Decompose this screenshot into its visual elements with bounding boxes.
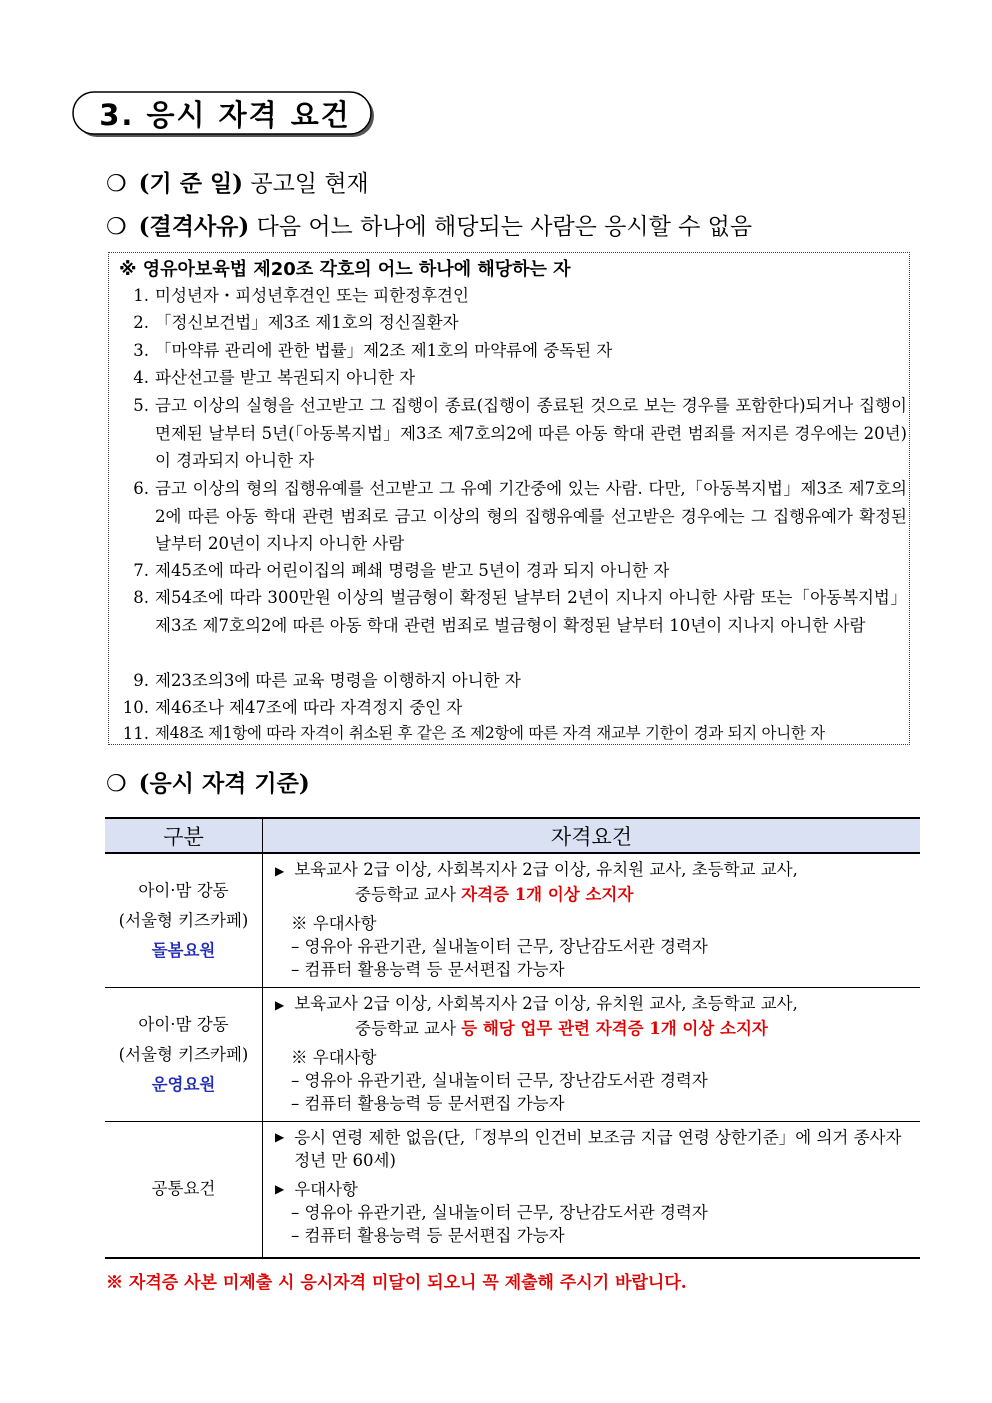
category-sub: (서울형 키즈카페) — [118, 1044, 249, 1064]
triangle-bullet-icon: ▶ — [275, 998, 285, 1012]
table-row — [105, 1122, 920, 1258]
section-title: 3. 응시 자격 요건 — [99, 98, 351, 132]
triangle-bullet-icon: ▶ — [275, 1130, 285, 1144]
preference-item: – 영유아 유관기관, 실내놀이터 근무, 장난감도서관 경력자 — [291, 1203, 708, 1222]
category-cell — [105, 853, 263, 988]
criteria-label: (응시 자격 기준) — [138, 770, 310, 797]
highlight-text: 등 해당 업무 관련 자격증 1개 이상 소지자 — [461, 1019, 768, 1038]
disqualification-heading: ※ 영유아보육법 제20조 각호의 어느 하나에 해당하는 자 — [119, 259, 571, 280]
category-role: 돌봄요원 — [151, 940, 216, 960]
table-row — [105, 988, 920, 1122]
highlight-text: 자격증 1개 이상 소지자 — [461, 885, 634, 904]
category-name: 아이·맘 강동 — [138, 880, 229, 900]
triangle-bullet-icon: ▶ — [275, 1182, 285, 1196]
base-date-line — [106, 165, 369, 198]
preference-item: – 컴퓨터 활용능력 등 문서편집 가능자 — [291, 960, 565, 979]
circle-bullet-icon: ❍ — [106, 771, 127, 797]
category-name: 아이·맘 강동 — [138, 1014, 229, 1034]
category-cell — [105, 988, 263, 1122]
criteria-line — [106, 765, 310, 798]
table-row — [105, 853, 920, 988]
category-cell — [105, 1122, 263, 1258]
category-role: 운영요원 — [151, 1074, 216, 1094]
circle-bullet-icon: ❍ — [106, 214, 127, 240]
requirement-cell: ▶ 응시 연령 제한 없음(단,「정부의 인건비 보조금 지급 연령 상한기준」에 의거 종사자 정년 만 60세) ▶ 우대사항 – 영유아 유관기관, 실내놀이터 근무, 장난감도서관 경력자 – 컴퓨터 활용능력 등 문서편집 가능자 — [263, 1122, 921, 1258]
header-category: 구분 — [105, 818, 263, 853]
preference-item: – 영유아 유관기관, 실내놀이터 근무, 장난감도서관 경력자 — [291, 1071, 708, 1090]
requirements-table — [105, 817, 920, 1259]
disqualification-line — [106, 208, 752, 241]
requirement-cell: ▶ 보육교사 2급 이상, 사회복지사 2급 이상, 유치원 교사, 초등학교 교사, 중등학교 교사 자격증 1개 이상 소지자 ※ 우대사항 – 영유아 유관기관, 실내놀이터 근무, 장난감도서관 경력자 – 컴퓨터 활용능력 등 문서편집 가능자 — [263, 853, 921, 988]
table-header-row — [105, 818, 920, 853]
disqualification-label: (결격사유) — [138, 213, 250, 240]
preference-heading: 우대사항 — [294, 1180, 358, 1199]
preference-item: – 컴퓨터 활용능력 등 문서편집 가능자 — [291, 1094, 565, 1113]
footnote: ※ 자격증 사본 미제출 시 응시자격 미달이 되오니 꼭 제출해 주시기 바랍니다. — [106, 1273, 687, 1293]
base-date-label: (기 준 일) — [138, 170, 244, 197]
base-date-text: 공고일 현재 — [250, 171, 369, 197]
category-name: 공통요건 — [151, 1179, 216, 1199]
preference-heading: ※ 우대사항 — [291, 1048, 377, 1067]
requirement-cell: ▶ 보육교사 2급 이상, 사회복지사 2급 이상, 유치원 교사, 초등학교 교사, 중등학교 교사 등 해당 업무 관련 자격증 1개 이상 소지자 ※ 우대사항 – 영유아 유관기관, 실내놀이터 근무, 장난감도서관 경력자 – 컴퓨터 활용능력 등 문서편집 가능자 — [263, 988, 921, 1122]
disqualification-box: ※ 영유아보육법 제20조 각호의 어느 하나에 해당하는 자 1. 미성년자・피성년후견인 또는 피한정후견인 2. 「정신보건법」제3조 제1호의 정신질환자 3. 「마약류 관리에 관한 법률」제2조 제1호의 마약류에 중독된 자 4. 파산선고를 받고 복권되지 아니한 자 5. 금고 이상의 실형을 선고받고 그 집행이 종료(집행이 종료된 것으로 보는 경우를 포함한다)되거나 집행이 면제된 날부터 5년(「아동복지법」제3조 제7호의2에 따른 아동 학대 관련 범죄를 저지른 경우에는 20년)이 경과되지 아니한 자 6. 금고 이상의 형의 집행유예를 선고받고 그 유예 기간중에 있는 사람. 다만,「아동복지법」제3조 제7호의2에 따른 아동 학대 관련 범죄로 금고 이상의 형의 집행유예를 선고받은 경우에는 그 집행유예가 확정된 날부터 20년이 지나지 아니한 사람 7. 제45조에 따라 어린이집의 폐쇄 명령을 받고 5년이 경과 되지 아니한 자 8. 제54조에 따라 300만원 이상의 벌금형이 확정된 날부터 2년이 지나지 아니한 사람 또는「아동복지법」제3조 제7호의2에 따른 아동 학대 관련 범죄로 벌금형이 확정된 날부터 10년이 지나지 아니한 사람 9. 제23조의3에 따른 교육 명령을 이행하지 아니한 자 10. 제46조나 제47조에 따라 자격정지 중인 자 11. 제48조 제1항에 따라 자격이 취소된 후 같은 조 제2항에 따른 자격 재교부 기한이 경과 되지 아니한 자 — [108, 252, 910, 745]
section-title-box — [72, 90, 378, 140]
preference-heading: ※ 우대사항 — [291, 914, 377, 933]
preference-item: – 영유아 유관기관, 실내놀이터 근무, 장난감도서관 경력자 — [291, 937, 708, 956]
triangle-bullet-icon: ▶ — [275, 864, 285, 878]
disqualification-text: 다음 어느 하나에 해당되는 사람은 응시할 수 없음 — [256, 214, 753, 240]
header-requirements: 자격요건 — [263, 818, 921, 853]
preference-item: – 컴퓨터 활용능력 등 문서편집 가능자 — [291, 1226, 565, 1245]
category-sub: (서울형 키즈카페) — [118, 910, 249, 930]
circle-bullet-icon: ❍ — [106, 171, 127, 197]
